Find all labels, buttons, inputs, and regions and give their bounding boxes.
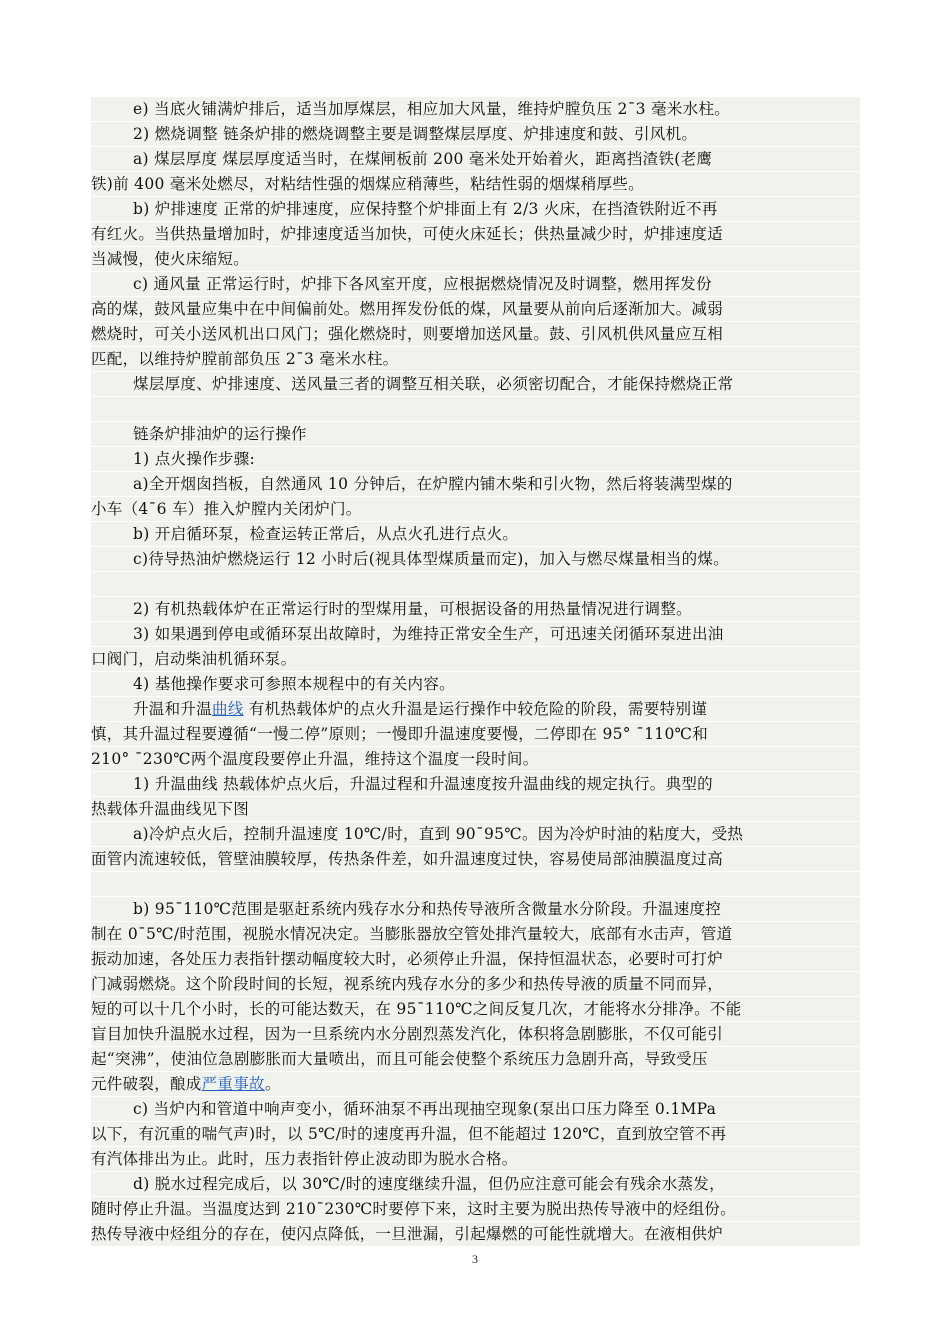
text-line: b) 炉排速度 正常的炉排速度，应保持整个炉排面上有 2/3 火床，在挡渣铁附近不再 [91, 197, 860, 221]
text-line: e) 当底火铺满炉排后，适当加厚煤层，相应加大风量，维持炉膛负压 2ˉ3 毫米水柱。 [91, 97, 860, 121]
text-line [91, 697, 860, 721]
text-line: 210° ˉ230℃两个温度段要停止升温，维持这个温度一段时间。 [91, 747, 860, 771]
line-text: 有机热载体炉的点火升温是运行操作中较危险的阶段，需要特别谨 [243, 700, 708, 718]
line-text: 。 [264, 1075, 281, 1093]
text-line: 门减弱燃烧。这个阶段时间的长短，视系统内残存水分的多少和热传导液的质量不同而异， [91, 972, 860, 996]
inline-link[interactable]: 曲线 [212, 700, 244, 718]
text-line [91, 397, 860, 421]
text-line: 高的煤，鼓风量应集中在中间偏前处。燃用挥发份低的煤，风量要从前向后逐渐加大。减弱 [91, 297, 860, 321]
text-line: b) 95ˉ110℃范围是驱赶系统内残存水分和热传导液所含微量水分阶段。升温速度控 [91, 897, 860, 921]
line-text: 升温和升温 [133, 700, 213, 718]
text-line: 以下，有沉重的喘气声)时，以 5℃/时的速度再升温，但不能超过 120℃，直到放空管不再 [91, 1122, 860, 1146]
text-line: 制在 0ˉ5℃/时范围，视脱水情况决定。当膨胀器放空管处排汽量较大，底部有水击声，管道 [91, 922, 860, 946]
inline-link[interactable]: 严重事故 [201, 1075, 265, 1093]
text-line: 煤层厚度、炉排速度、送风量三者的调整互相关联，必须密切配合，才能保持燃烧正常 [91, 372, 860, 396]
text-line: 随时停止升温。当温度达到 210ˉ230℃时要停下来，这时主要为脱出热传导液中的烃组份。 [91, 1197, 860, 1221]
text-line: 小车（4ˉ6 车）推入炉膛内关闭炉门。 [91, 497, 860, 521]
text-line: 慎，其升温过程要遵循“一慢二停”原则；一慢即升温速度要慢，二停即在 95° ˉ110℃和 [91, 722, 860, 746]
text-line: b) 开启循环泵，检查运转正常后，从点火孔进行点火。 [91, 522, 860, 546]
text-line: 2) 燃烧调整 链条炉排的燃烧调整主要是调整煤层厚度、炉排速度和鼓、引风机。 [91, 122, 860, 146]
text-line: 链条炉排油炉的运行操作 [91, 422, 860, 446]
text-line: 当减慢，使火床缩短。 [91, 247, 860, 271]
text-line: c) 通风量 正常运行时，炉排下各风室开度，应根据燃烧情况及时调整，燃用挥发份 [91, 272, 860, 296]
text-line: 盲目加快升温脱水过程，因为一旦系统内水分剧烈蒸发汽化，体积将急剧膨胀，不仅可能引 [91, 1022, 860, 1046]
text-line: c) 当炉内和管道中响声变小，循环油泵不再出现抽空现象(泵出口压力降至 0.1MPa [91, 1097, 860, 1121]
text-line: a)全开烟囱挡板，自然通风 10 分钟后，在炉膛内铺木柴和引火物，然后将装满型煤的 [91, 472, 860, 496]
text-line: 1) 点火操作步骤: [91, 447, 860, 471]
text-line: 热载体升温曲线见下图 [91, 797, 860, 821]
text-line: 有红火。当供热量增加时，炉排速度适当加快，可使火床延长；供热量减少时，炉排速度适 [91, 222, 860, 246]
text-line: 3) 如果遇到停电或循环泵出故障时，为维持正常安全生产，可迅速关闭循环泵进出油 [91, 622, 860, 646]
text-line: 有汽体排出为止。此时，压力表指针停止波动即为脱水合格。 [91, 1147, 860, 1171]
text-line: 4) 基他操作要求可参照本规程中的有关内容。 [91, 672, 860, 696]
text-line [91, 572, 860, 596]
text-line: 2) 有机热载体炉在正常运行时的型煤用量，可根据设备的用热量情况进行调整。 [91, 597, 860, 621]
text-line [91, 1072, 860, 1096]
text-line: 起“突沸”，使油位急剧膨胀而大量喷出，而且可能会使整个系统压力急剧升高，导致受压 [91, 1047, 860, 1071]
text-line: 面管内流速较低，管壁油膜较厚，传热条件差，如升温速度过快，容易使局部油膜温度过高 [91, 847, 860, 871]
text-line: 铁)前 400 毫米处燃尽，对粘结性强的烟煤应稍薄些，粘结性弱的烟煤稍厚些。 [91, 172, 860, 196]
page-number: 3 [472, 1252, 478, 1266]
text-line: 热传导液中烃组分的存在，使闪点降低，一旦泄漏，引起爆燃的可能性就增大。在液相供炉 [91, 1222, 860, 1246]
text-line: a) 煤层厚度 煤层厚度适当时，在煤闸板前 200 毫米处开始着火，距离挡渣铁(老鹰 [91, 147, 860, 171]
text-line: d) 脱水过程完成后，以 30℃/时的速度继续升温，但仍应注意可能会有残余水蒸发， [91, 1172, 860, 1196]
text-line: c)待导热油炉燃烧运行 12 小时后(视具体型煤质量而定)，加入与燃尽煤量相当的煤。 [91, 547, 860, 571]
text-line: a)冷炉点火后，控制升温速度 10℃/时，直到 90ˉ95℃。因为冷炉时油的粘度大，受热 [91, 822, 860, 846]
text-line: 1) 升温曲线 热载体炉点火后，升温过程和升温速度按升温曲线的规定执行。典型的 [91, 772, 860, 796]
text-line [91, 872, 860, 896]
line-text: 元件破裂，酿成 [91, 1075, 202, 1093]
text-line: 匹配，以维持炉膛前部负压 2ˉ3 毫米水柱。 [91, 347, 860, 371]
text-line: 振动加速，各处压力表指针摆动幅度较大时，必须停止升温，保持恒温状态，必要时可打炉 [91, 947, 860, 971]
text-line: 燃烧时，可关小送风机出口风门；强化燃烧时，则要增加送风量。鼓、引风机供风量应互相 [91, 322, 860, 346]
text-line: 短的可以十几个小时，长的可能达数天，在 95ˉ110℃之间反复几次，才能将水分排净。不能 [91, 997, 860, 1021]
text-line: 口阀门，启动柴油机循环泵。 [91, 647, 860, 671]
